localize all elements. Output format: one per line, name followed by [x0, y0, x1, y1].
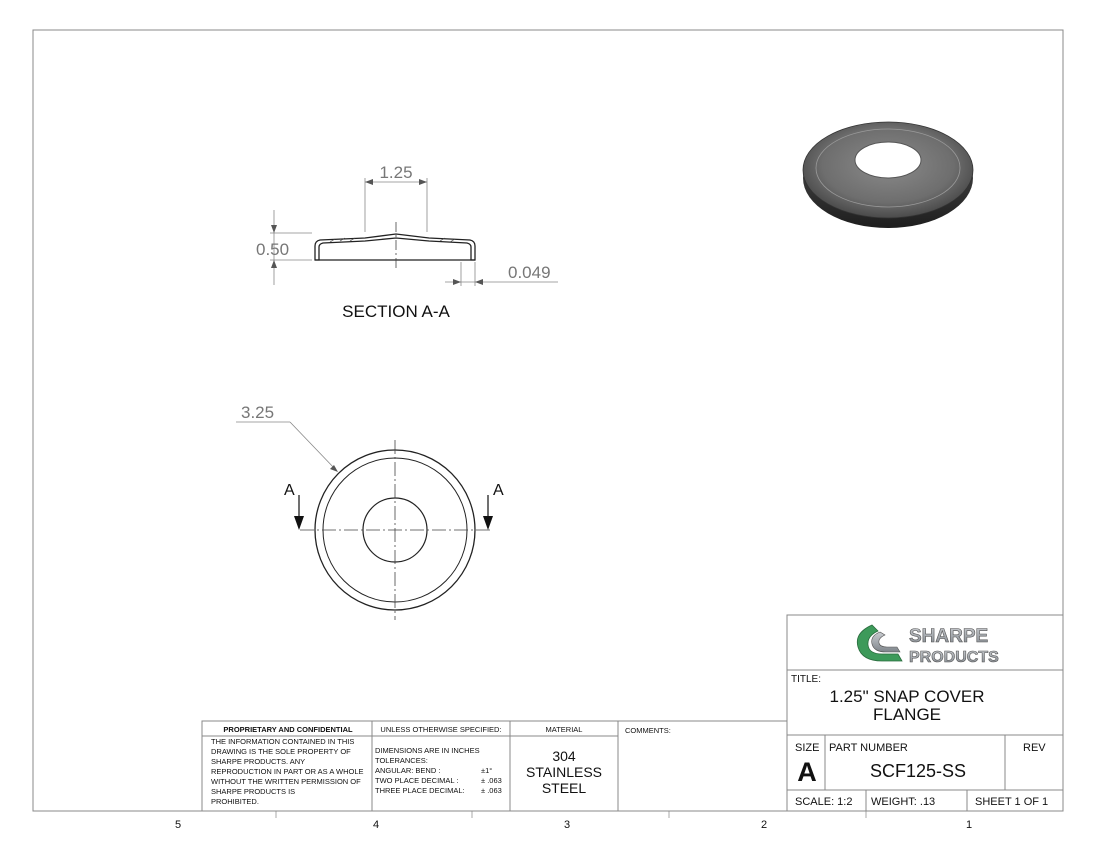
- unless-line: DIMENSIONS ARE IN INCHES: [375, 746, 480, 755]
- dim-thickness: 0.049: [508, 263, 551, 282]
- title-line1: 1.25" SNAP COVER: [829, 687, 985, 706]
- zone-number: 1: [965, 819, 973, 831]
- title-label: TITLE:: [791, 674, 822, 685]
- unless-line: TOLERANCES:: [375, 756, 428, 765]
- isometric-view: [803, 122, 973, 228]
- section-marker-right: A: [493, 482, 504, 499]
- tolerance-value: ±1°: [481, 766, 493, 775]
- proprietary-line: SHARPE PRODUCTS IS: [211, 787, 296, 796]
- sharpe-products-logo: [857, 625, 999, 666]
- material-heading: MATERIAL: [545, 725, 583, 734]
- proprietary-line: WITHOUT THE WRITTEN PERMISSION OF: [211, 777, 361, 786]
- logo-line2: PRODUCTS: [909, 649, 999, 666]
- sheet-text: SHEET 1 OF 1: [975, 796, 1049, 808]
- proprietary-line: SHARPE PRODUCTS. ANY: [211, 757, 306, 766]
- material-line: STEEL: [541, 780, 587, 796]
- rev-label: REV: [1023, 742, 1046, 754]
- section-arrow-left: [294, 516, 304, 530]
- size-label: SIZE: [795, 742, 820, 754]
- part-number-label: PART NUMBER: [829, 742, 908, 754]
- title-line2: FLANGE: [872, 705, 942, 724]
- unless-line: TWO PLACE DECIMAL :: [375, 776, 459, 785]
- proprietary-heading: PROPRIETARY AND CONFIDENTIAL: [223, 725, 353, 734]
- dim-height: 0.50: [256, 240, 290, 259]
- scale-text: SCALE: 1:2: [795, 796, 853, 808]
- section-marker-left: A: [284, 482, 295, 499]
- section-profile: [315, 234, 475, 260]
- top-view: [236, 403, 504, 620]
- weight-text: WEIGHT: .13: [871, 796, 936, 808]
- section-arrow-right: [483, 516, 493, 530]
- dim-width: 1.25: [379, 163, 413, 182]
- proprietary-line: REPRODUCTION IN PART OR AS A WHOLE: [211, 767, 364, 776]
- zone-number: 2: [760, 819, 768, 831]
- proprietary-line: THE INFORMATION CONTAINED IN THIS: [211, 737, 355, 746]
- dim-diameter: 3.25: [241, 403, 275, 422]
- unless-line: ANGULAR: BEND :: [375, 766, 441, 775]
- comments-heading: COMMENTS:: [625, 726, 671, 735]
- unless-line: THREE PLACE DECIMAL:: [375, 786, 465, 795]
- material-line: 304: [552, 748, 576, 764]
- zone-ticks: [276, 811, 866, 818]
- part-number-value: SCF125-SS: [869, 761, 967, 781]
- proprietary-line: PROHIBITED.: [211, 797, 259, 806]
- info-block: [202, 721, 787, 811]
- proprietary-line: DRAWING IS THE SOLE PROPERTY OF: [211, 747, 351, 756]
- zone-number: 4: [372, 819, 380, 831]
- tolerance-value: ± .063: [481, 776, 502, 785]
- flange-hole: [855, 142, 921, 178]
- zone-number: 5: [174, 819, 182, 831]
- zone-number: 3: [563, 819, 571, 831]
- unless-heading: UNLESS OTHERWISE SPECIFIED:: [380, 725, 502, 734]
- section-label: SECTION A-A: [342, 302, 450, 321]
- section-view: [256, 163, 558, 321]
- tolerance-value: ± .063: [481, 786, 502, 795]
- material-line: STAINLESS: [526, 764, 602, 780]
- logo-line1: SHARPE: [909, 626, 989, 647]
- size-value: A: [797, 757, 817, 787]
